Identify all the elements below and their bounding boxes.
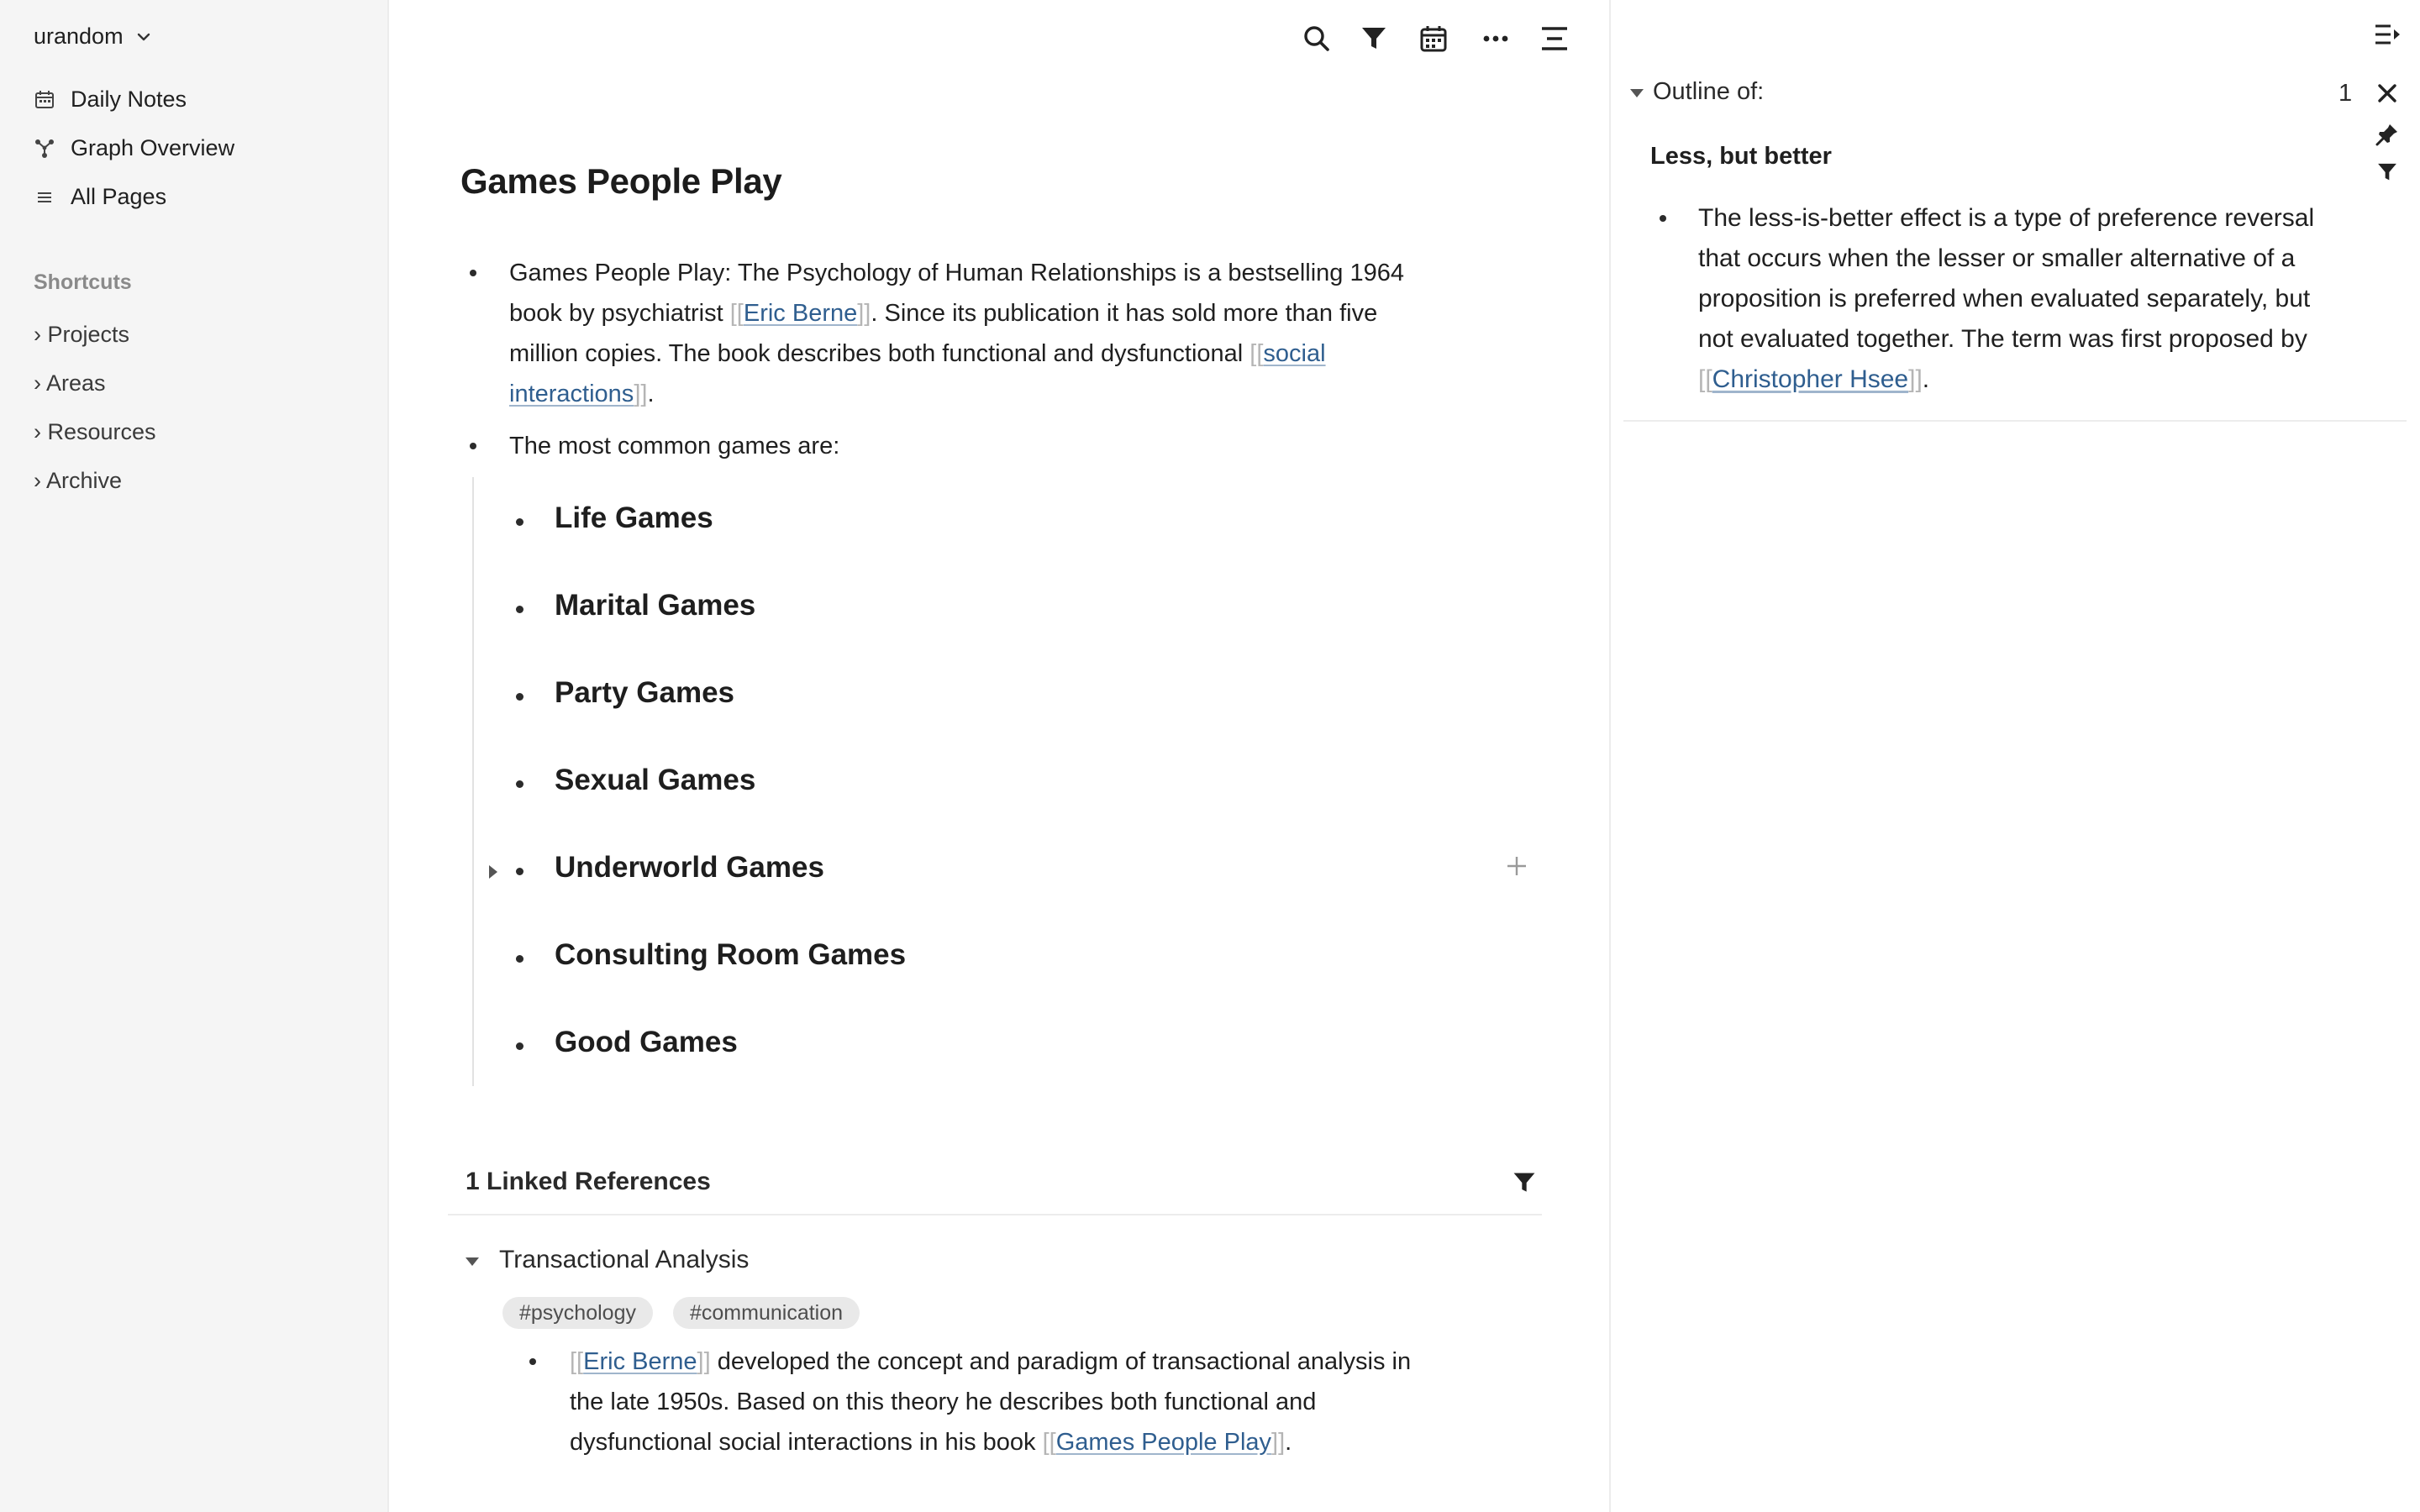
calendar-icon (34, 89, 55, 111)
block-bullet[interactable] (516, 693, 523, 701)
block-description[interactable] (509, 253, 1476, 414)
outline-count: 1 (2338, 80, 2353, 107)
search-icon (1302, 24, 1332, 54)
page-link-eric-berne[interactable]: Eric Berne (583, 1348, 697, 1375)
page-title[interactable]: Games People Play (460, 161, 782, 201)
close-right-sidebar-button[interactable] (2371, 18, 2403, 50)
shortcut-projects[interactable]: › Projects (34, 322, 130, 347)
outline-label: Outline of: (1653, 78, 1765, 105)
link-bracket-open: [[ (1698, 365, 1712, 393)
block-text: million copies. The book describes both functional and dysfunctional (509, 340, 1250, 367)
tag-communication[interactable]: #communication (673, 1297, 860, 1329)
add-block-button[interactable] (1504, 853, 1529, 879)
link-bracket-close: ]] (857, 300, 871, 327)
block-text: book by psychiatrist (509, 300, 730, 327)
heading-party-games[interactable]: Party Games (555, 676, 735, 709)
shortcut-resources[interactable]: › Resources (34, 419, 156, 444)
close-outline-button[interactable] (2373, 79, 2402, 108)
pin-icon (2375, 123, 2399, 146)
tag-psychology[interactable]: #psychology (502, 1297, 653, 1329)
outline-collapse-toggle[interactable] (1626, 82, 1648, 104)
block-bullet[interactable] (1660, 215, 1666, 222)
block-bullet[interactable] (516, 518, 523, 526)
block-text: dysfunctional social interactions in his book (570, 1429, 1043, 1456)
caret-down-icon (464, 1256, 481, 1268)
page-link-christopher-hsee[interactable]: Christopher Hsee (1712, 365, 1909, 393)
close-icon (2376, 82, 2398, 104)
page-link-social-interactions[interactable]: social (1263, 340, 1326, 367)
block-bullet[interactable] (470, 270, 476, 276)
link-bracket-close: ]] (697, 1348, 711, 1375)
block-text: . (1285, 1429, 1292, 1456)
block-bullet[interactable] (516, 780, 523, 788)
shortcuts-heading: Shortcuts (34, 270, 132, 294)
block-text: the late 1950s. Based on this theory he describes both functional and (570, 1389, 1317, 1415)
heading-good-games[interactable]: Good Games (555, 1026, 738, 1058)
page-link-games-people-play[interactable]: Games People Play (1055, 1429, 1272, 1456)
filter-icon (1359, 24, 1389, 54)
link-bracket-close: ]] (1908, 365, 1923, 393)
caret-right-icon (487, 864, 499, 880)
heading-life-games[interactable]: Life Games (555, 501, 713, 534)
reference-page-title[interactable]: Transactional Analysis (499, 1246, 750, 1273)
heading-consulting-room-games[interactable]: Consulting Room Games (555, 938, 907, 971)
block-bullet[interactable] (516, 606, 523, 613)
reference-block[interactable] (570, 1341, 1511, 1462)
filter-button[interactable] (1355, 20, 1392, 57)
references-filter-button[interactable] (1509, 1168, 1539, 1198)
graph-icon (34, 138, 55, 160)
caret-down-icon (1628, 87, 1645, 99)
block-bullet[interactable] (516, 955, 523, 963)
main-content (391, 0, 1609, 1512)
divider (1623, 420, 2407, 422)
nav-graph-overview[interactable] (34, 135, 234, 161)
block-text: . (647, 381, 655, 407)
list-icon (34, 186, 55, 208)
block-text: developed the concept and paradigm of transactional analysis in (710, 1348, 1412, 1375)
nav-graph-overview-label: Graph Overview (71, 135, 235, 160)
block-games-intro[interactable]: The most common games are: (509, 433, 840, 459)
block-bullet[interactable] (529, 1358, 536, 1365)
page-link-eric-berne[interactable]: Eric Berne (743, 300, 858, 327)
filter-icon (2375, 160, 2399, 184)
link-bracket-close: ]] (1271, 1429, 1286, 1456)
nav-all-pages[interactable] (34, 184, 166, 210)
block-bullet[interactable] (516, 868, 523, 875)
heading-marital-games[interactable]: Marital Games (555, 589, 756, 622)
calendar-icon (1418, 24, 1449, 54)
block-text: The less-is-better effect is a type of preference reversal that occurs when the lesser or smaller alternative of a proposition is preferred when evaluated separately, but not evaluated together. The term was first proposed by (1698, 204, 2315, 353)
link-bracket-open: [[ (1249, 340, 1264, 367)
chevron-down-icon (135, 29, 152, 45)
more-icon (1481, 24, 1511, 54)
block-text: Games People Play: The Psychology of Human Relationships is a bestselling 1964 (509, 260, 1404, 286)
nav-daily-notes-label: Daily Notes (71, 87, 187, 112)
block-bullet[interactable] (470, 443, 476, 449)
more-button[interactable] (1477, 20, 1514, 57)
graph-name: urandom (34, 24, 124, 49)
sidebar-collapse-icon (2373, 20, 2402, 49)
block-text: . (1922, 365, 1930, 393)
divider (448, 1214, 1542, 1215)
shortcut-archive[interactable]: › Archive (34, 468, 123, 493)
reference-collapse-toggle[interactable] (462, 1252, 482, 1272)
linked-references-title[interactable]: 1 Linked References (466, 1168, 711, 1195)
link-bracket-open: [[ (729, 300, 744, 327)
nav-all-pages-label: All Pages (71, 184, 167, 209)
left-sidebar (0, 0, 389, 1512)
filter-icon (1511, 1169, 1538, 1196)
block-bullet[interactable] (516, 1042, 523, 1050)
heading-underworld-games[interactable]: Underworld Games (555, 851, 824, 884)
outline-heading[interactable]: Less, but better (1650, 143, 1832, 170)
toggle-right-sidebar-button[interactable] (1536, 20, 1573, 57)
filter-outline-button[interactable] (2373, 158, 2402, 186)
link-bracket-open: [[ (570, 1348, 584, 1375)
plus-icon (1505, 854, 1528, 878)
nav-daily-notes[interactable] (34, 87, 187, 113)
daily-note-button[interactable] (1415, 20, 1452, 57)
block-text: . Since its publication it has sold more than five (871, 300, 1378, 327)
page-link-social-interactions[interactable]: interactions (509, 381, 634, 407)
graph-switcher[interactable] (34, 24, 152, 50)
sidebar-toggle-icon (1539, 24, 1570, 54)
outline-block[interactable] (1698, 198, 2345, 400)
search-button[interactable] (1298, 20, 1335, 57)
collapse-toggle[interactable] (486, 862, 501, 882)
shortcut-areas[interactable]: › Areas (34, 370, 106, 396)
pin-outline-button[interactable] (2373, 120, 2402, 149)
link-bracket-open: [[ (1042, 1429, 1056, 1456)
heading-sexual-games[interactable]: Sexual Games (555, 764, 756, 796)
link-bracket-close: ]] (634, 381, 648, 407)
children-thread-line (472, 477, 474, 1086)
